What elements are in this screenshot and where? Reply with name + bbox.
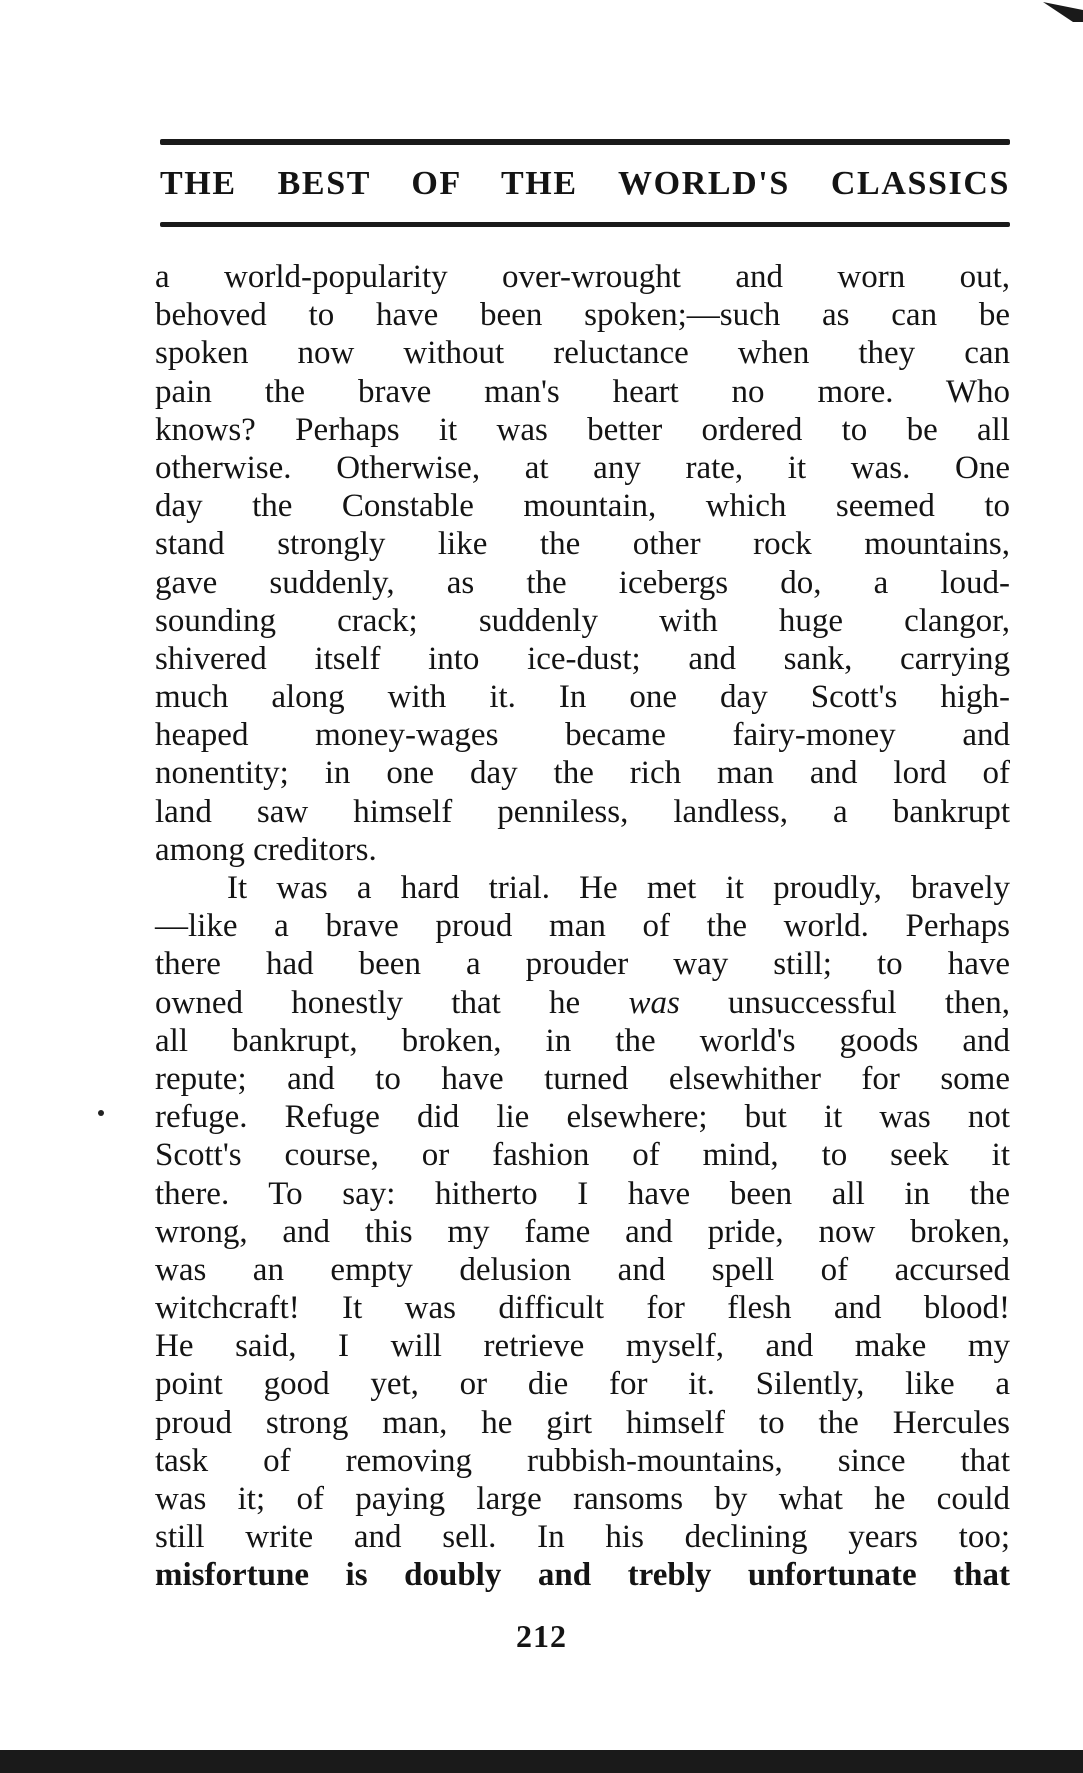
text-line: was it; of paying large ransoms by what he could — [155, 1481, 1010, 1517]
text-line: nonentity; in one day the rich man and lord of — [155, 755, 1010, 792]
text-line: stand strongly like the other rock mountains, — [155, 526, 1010, 563]
text-line: knows? Perhaps it was better ordered to be all — [155, 411, 1010, 448]
italic-emphasis: was — [628, 984, 680, 1021]
text-line: there had been a prouder way still; to have — [155, 946, 1010, 983]
text-segment: owned honestly that he — [155, 984, 629, 1021]
text-line: misfortune is doubly and trebly unfortunate that — [155, 1557, 1010, 1594]
text-line: spoken now without reluctance when they can — [155, 335, 1010, 372]
text-line: repute; and to have turned elsewhither for some — [155, 1060, 1010, 1097]
paragraph-last-line: among creditors. — [155, 831, 377, 868]
text-line: sounding crack; suddenly with huge clangor, — [155, 602, 1010, 639]
page-corner-mark — [1043, 0, 1083, 22]
text-segment: unsuccessful then, — [679, 984, 1010, 1021]
text-line: heaped money-wages became fairy-money and — [155, 717, 1010, 754]
text-line: wrong, and this my fame and pride, now broken, — [155, 1213, 1010, 1250]
text-line: otherwise. Otherwise, at any rate, it was. One — [155, 449, 1010, 486]
running-head: THE BEST OF THE WORLD'S CLASSICS — [160, 165, 1010, 202]
text-line: —like a brave proud man of the world. Perhaps — [155, 908, 1010, 945]
text-line: refuge. Refuge did lie elsewhere; but it was not — [155, 1099, 1010, 1136]
text-line: He said, I will retrieve myself, and make my — [155, 1328, 1010, 1365]
margin-dot — [98, 1110, 104, 1116]
bottom-edge-bar — [0, 1750, 1083, 1773]
text-line: gave suddenly, as the icebergs do, a loud- — [155, 564, 1010, 601]
page-number: 212 — [516, 1618, 567, 1654]
text-line: day the Constable mountain, which seemed to — [155, 488, 1010, 525]
paragraph-first-line: It was a hard trial. He met it proudly, bravely — [227, 870, 1010, 906]
text-line: shivered itself into ice-dust; and sank, carrying — [155, 640, 1010, 677]
text-line: Scott's course, or fashion of mind, to seek it — [155, 1137, 1010, 1174]
text-line: much along with it. In one day Scott's high- — [155, 679, 1010, 716]
text-line: point good yet, or die for it. Silently, like a — [155, 1366, 1010, 1403]
text-line: there. To say: hitherto I have been all in the — [155, 1175, 1010, 1212]
text-line: pain the brave man's heart no more. Who — [155, 373, 1010, 410]
header-rule-bottom — [160, 222, 1010, 227]
text-line: a world-popularity over-wrought and worn out, — [155, 259, 1010, 295]
text-line: task of removing rubbish-mountains, since that — [155, 1442, 1010, 1479]
text-line: witchcraft! It was difficult for flesh and blood! — [155, 1290, 1010, 1327]
text-line: still write and sell. In his declining years too; — [155, 1519, 1010, 1556]
text-line: all bankrupt, broken, in the world's goods and — [155, 1022, 1010, 1059]
header-rule-top — [160, 139, 1010, 145]
text-line: behoved to have been spoken;—such as can be — [155, 297, 1010, 334]
text-line: was an empty delusion and spell of accursed — [155, 1251, 1010, 1288]
text-line — [155, 984, 1010, 1022]
body-text — [155, 258, 1010, 1595]
text-line: land saw himself penniless, landless, a bankrupt — [155, 793, 1010, 830]
text-line: proud strong man, he girt himself to the Hercules — [155, 1404, 1010, 1441]
